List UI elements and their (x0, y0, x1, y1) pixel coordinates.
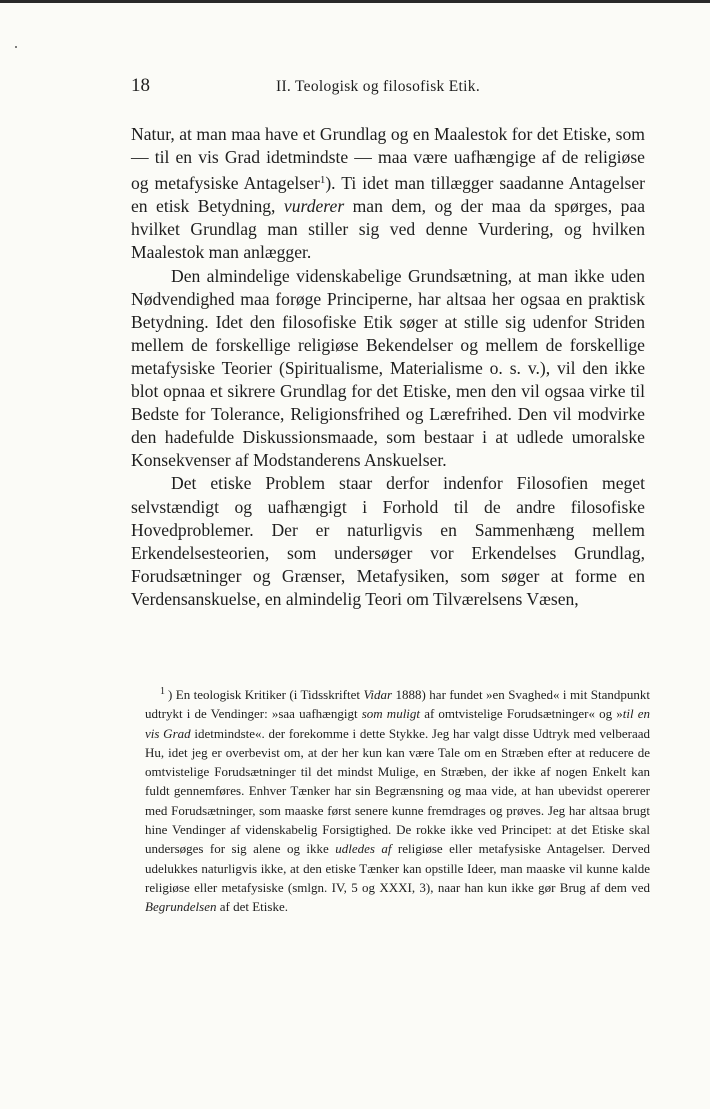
fn-emphasis-5: Begrundelsen (145, 899, 217, 915)
scan-speck (15, 46, 17, 48)
p1-text-c: man dem, og der maa da spørges, paa hvilket Grundlag man stiller sig ved denne Vurdering, og hvilken Maalestok man anlægger. (131, 196, 645, 263)
fn-text-4: idetmindste«. der forekomme i dette Stykke. Jeg har valgt disse Udtryk med velberaad Hu, idet jeg er overbevist om, at der her kun kan være Tale om en Stræben efter at reducere de omtvistelige Forudsætninger til det mindst Mulige, en Stræben, der ikke af nogen Enkelt kan fuldt gennemføres. Enhver Tænker har sin Begrænsning og maa vide, at han ubevidst opererer med Forudsætninger, som maaske først senere kunne fremdrages og prøves. Jeg har altsaa brugt hine Vendinger af videnskabelig Forsigtighed. De rokke ikke ved Principet: at det Etiske skal undersøges for sig alene og ikke (145, 725, 650, 857)
running-head: II. Teologisk og filosofisk Etik. (276, 78, 480, 95)
fn-text-3: af omtvistelige Forudsætninger« og » (420, 706, 623, 722)
fn-text-1: En teologisk Kritiker (i Tidsskriftet (175, 687, 364, 702)
paragraph-2: Den almindelige videnskabelige Grundsætning, at man ikke uden Nødvendighed maa forøge Principerne, har altsaa her ogsaa en praktisk Betydning. Idet den filosofiske Etik søger at stille sig udenfor Striden mellem de forskellige religiøse Bekendelser og mellem de forskellige metafysiske Teorier (Spiritualisme, Materialisme o. s. v.), vil den ikke blot opnaa et sikrere Grundlag for det Etiske, men den vil ogsaa virke til Bedste for Tolerance, Religionsfrihed og Lærefrihed. Den vil modvirke den hadefulde Diskussionsmaade, som bestaar i at udlede umoralske Konsekvenser af Modstanderens Anskuelser. (131, 265, 645, 471)
fn-emphasis-2: som muligt (361, 706, 421, 722)
p1-text-a: Natur, at man maa have et Grundlag og en Maalestok for det Etiske, som — til en vis Grad idetmindste — maa være uafhængige af de religiøse og metafysiske Antagelser (131, 124, 645, 194)
fn-text-5: religiøse eller metafysiske Antagelser. Derved udelukkes naturligvis ikke, at den etiske Tænker kan opstille Ideer, man maaske vil kunne kalde religiøse eller metafysiske (smlgn. IV, 5 og XXXI, 3), naar han kun ikke gør Brug af dem ved (145, 841, 650, 895)
fn-emphasis-3: til en vis Grad (145, 706, 651, 741)
fn-emphasis-4: udledes af (335, 841, 392, 857)
paragraph-1 (131, 123, 645, 265)
p1-text-b: ). Ti idet man tillægger saadanne Antagelser en etisk Betydning, (131, 173, 646, 217)
fn-text-2: 1888) har fundet »en Svaghed« i mit Standpunkt udtrykt i de Vendinger: »saa uafhængigt (145, 687, 650, 722)
page-number: 18 (131, 75, 150, 96)
main-text (131, 123, 645, 611)
footnote-1: $^1$ ) En teologisk Kritiker (i Tidsskriftet Vidar 1888) har fundet »en Svaghed« i mit Standpunkt udtrykt i de Vendinger: »saa uafhængigt som muligt af omtvistelige Forudsætninger« og »til en vis Grad idetmindste«. der forekomme i dette Stykke. Jeg har valgt disse Udtryk med velberaad Hu, idet jeg er overbevist om, at der her kun kan være Tale om en Stræben efter at reducere de omtvistelige Forudsætninger til det mindst Mulige, en Stræben, der ikke af nogen Enkelt kan fuldt gennemføres. Enhver Tænker har sin Begrænsning og maa vide, at han ubevidst opererer med Forudsætninger, som maaske først senere kunne fremdrages og prøves. Jeg har altsaa brugt hine Vendinger af videnskabelig Forsigtighed. De rokke ikke ved Principet: at det Etiske skal undersøges for sig alene og ikke udledes af religiøse eller metafysiske Antagelser. Derved udelukkes naturligvis ikke, at den etiske Tænker kan opstille Ideer, man maaske vil kunne kalde religiøse eller metafysiske (smlgn. IV, 5 og XXXI, 3), naar han kun ikke gør Brug af dem ved Begrundelsen af det Etiske. (145, 686, 651, 915)
scan-edge (0, 0, 710, 3)
page-header (131, 75, 645, 99)
footnote-reference: 1 (319, 174, 326, 187)
paragraph-3: Det etiske Problem staar derfor indenfor Filosofien meget selvstændigt og uafhængigt i Forhold til de andre filosofiske Hovedproblemer. Der er naturligvis en Sammenhæng mellem Erkendelsesteorien, som undersøger vor Erkendelses Grundlag, Forudsætninger og Grænser, Metafysiken, som søger at forme en Verdensanskuelse, en almindelig Teori om Tilværelsens Væsen, (131, 473, 645, 609)
fn-text-6: af det Etiske. (216, 899, 288, 915)
footnote (145, 682, 650, 917)
footnote-marker: 1 (160, 686, 165, 697)
p1-emphasis: vurderer (283, 196, 345, 217)
fn-emphasis-1: Vidar (363, 687, 393, 702)
